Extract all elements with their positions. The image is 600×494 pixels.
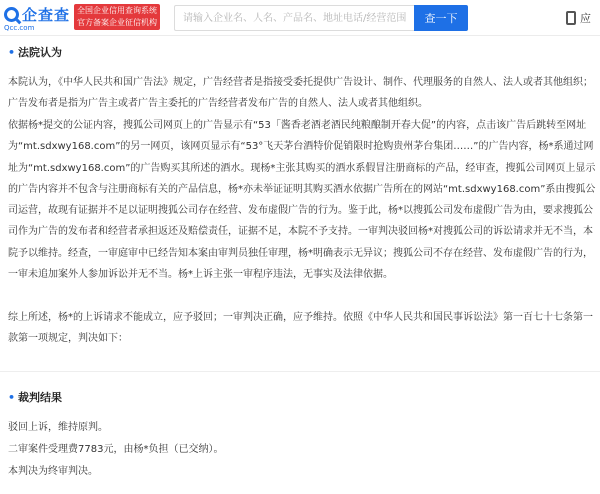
judgment-paragraph: 驳回上诉，维持原判。 bbox=[8, 422, 108, 433]
badge-line-1: 全国企业信用查询系统 bbox=[77, 6, 157, 15]
court-opinion-paragraph: 本院认为，《中华人民共和国广告法》规定，广告经营者是指接受委托提供广告设计、制作、代理服务的自然人、法人或者其他组织；广告发布者是指为广告主或者广告主委托的广告经营者发布广告的自然人、法人或者其他组织。 bbox=[8, 77, 593, 110]
court-opinion-paragraph: 综上所述，杨*的上诉请求不能成立，应予驳回；一审判决正确，应予维持。依照《中华人民共和国民事诉讼法》第一百七十七条第一款第一项规定，判决如下： bbox=[8, 312, 593, 345]
judgment-title: 裁判结果 bbox=[18, 391, 63, 404]
mobile-app-icon[interactable] bbox=[566, 11, 576, 25]
site-header bbox=[0, 0, 600, 36]
credit-badge bbox=[74, 4, 160, 30]
search-button[interactable]: 查一下 bbox=[414, 5, 468, 31]
badge-line-2: 官方备案企业征信机构 bbox=[77, 18, 157, 27]
judgment-paragraph: 二审案件受理费7783元，由杨*负担（已交纳）。 bbox=[8, 444, 224, 455]
document-content bbox=[0, 37, 600, 494]
court-opinion-title: 法院认为 bbox=[18, 46, 63, 59]
bullet-icon: • bbox=[8, 46, 16, 59]
bullet-icon: • bbox=[8, 391, 16, 404]
app-link-label[interactable]: 应 bbox=[580, 12, 591, 25]
logo-domain: Qcc.com bbox=[4, 24, 35, 32]
judgment-paragraph: 本判决为终审判决。 bbox=[8, 466, 98, 477]
search-input[interactable] bbox=[174, 5, 414, 31]
court-opinion-heading bbox=[8, 44, 62, 60]
magnifier-logo-icon bbox=[4, 7, 19, 22]
section-divider bbox=[0, 371, 600, 372]
qcc-logo[interactable] bbox=[4, 4, 71, 32]
court-opinion-paragraph: 依据杨*提交的公证内容，搜狐公司网页上的广告显示有“53「酱香老酒老酒民纯粮酿制开春大促”的内容，点击该广告后跳转至网址为“mt.sdxwy168.com”的另一网页，该网页显示有“53°飞天茅台酒特价促销限时抢购贵州茅台集团……”的广告内容，杨*系通过网址为“mt.sdxwy168.com”的广告购买其所述的酒水。现杨*主张其购买的酒水系假冒注册商标的产品，经审查，搜狐公司网页上显示的广告内容并不包含与注册商标有关的产品信息，杨*亦未举证证明其购买酒水依据广告所在的网站“mt.sdxwy168.com”系由搜狐公司运营，故现有证据并不足以证明搜狐公司存在经营、发布虚假广告的行为。鉴于此，杨*以搜狐公司发布虚假广告为由，要求搜狐公司作为广告的发布者和经营者承担返还及赔偿责任，证据不足，本院不予支持。一审判决驳回杨*对搜狐公司的诉讼请求并无不当，本院予以维持。经查，一审庭审中已经告知本案由审判员独任审理，杨*明确表示无异议；搜狐公司不存在经营、发布虚假广告的行为，一审未追加案外人参加诉讼并无不当。杨*上诉主张一审程序违法，无事实及法律依据。 bbox=[8, 120, 596, 281]
judgment-heading bbox=[8, 389, 62, 405]
logo-name: 企查查 bbox=[22, 6, 71, 24]
